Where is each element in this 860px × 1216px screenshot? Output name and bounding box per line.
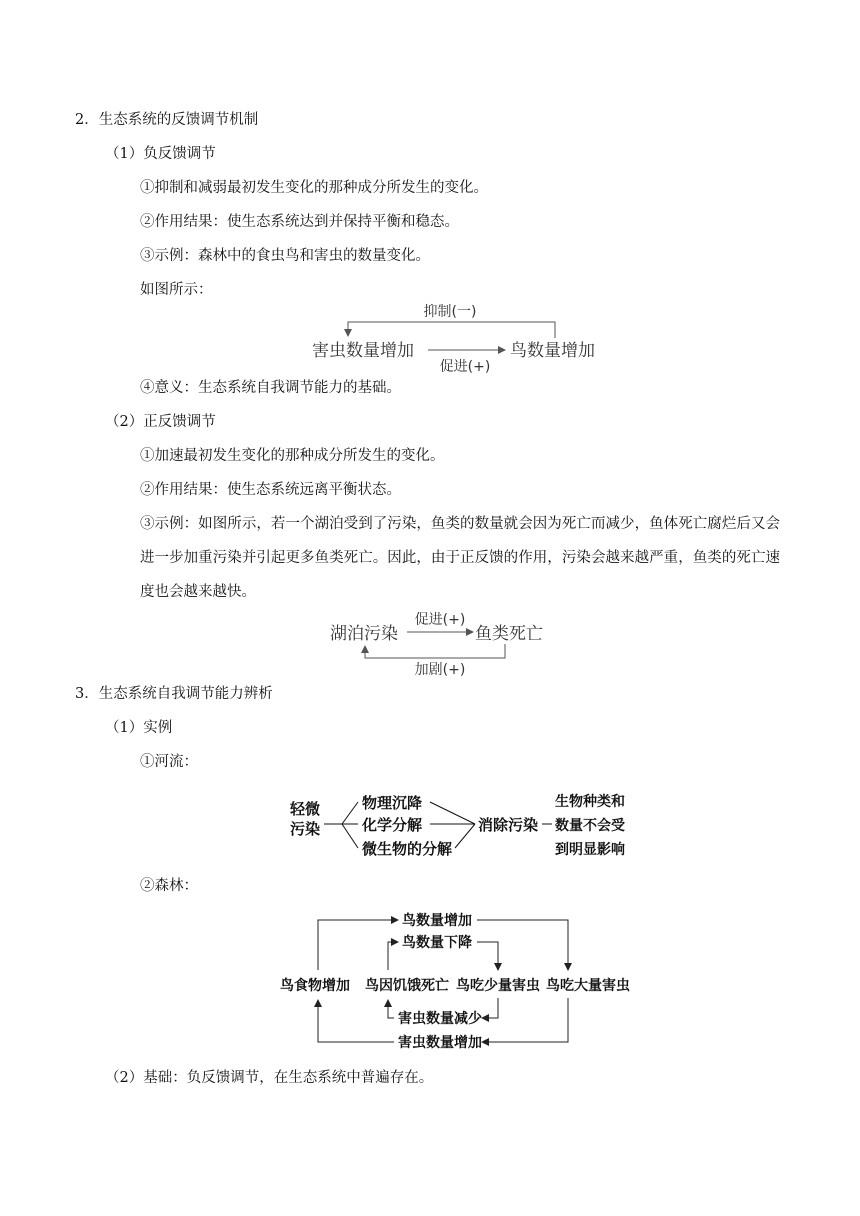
river-result-line2: 数量不会受 (555, 818, 625, 834)
forest-node-2: 鸟因饥饿死亡 (365, 978, 449, 994)
forest-diagram (280, 906, 640, 1052)
neg-left-node: 害虫数量增加 (312, 341, 414, 361)
negative-feedback-item-4: ④意义：生态系统自我调节能力的基础。 (140, 380, 401, 396)
positive-feedback-item-2: ②作用结果：使生态系统远离平衡状态。 (140, 482, 401, 498)
negative-feedback-heading: （1）负反馈调节 (105, 146, 216, 162)
negative-feedback-diagram (300, 298, 620, 378)
positive-feedback-heading: （2）正反馈调节 (105, 414, 216, 430)
forest-node-1: 鸟食物增加 (280, 978, 350, 994)
basis-line: （2）基础：负反馈调节，在生态系统中普遍存在。 (105, 1070, 434, 1086)
pos-right-node: 鱼类死亡 (475, 624, 543, 644)
forest-top: 鸟数量增加 (402, 913, 472, 929)
positive-feedback-item-3: ③示例：如图所示，若一个湖泊受到了污染，鱼类的数量就会因为死亡而减少，鱼体死亡腐烂后又会进一步加重污染并引起更多鱼类死亡。因此，由于正反馈的作用，污染会越来越严重，鱼类的死亡速度也会越来越快。 (140, 516, 780, 600)
pos-top-label: 促进(+) (414, 612, 466, 628)
neg-bottom-label: 促进(+) (439, 359, 491, 375)
neg-right-node: 鸟数量增加 (510, 341, 595, 361)
negative-feedback-item-3: ③示例：森林中的食虫鸟和害虫的数量变化。 (140, 248, 430, 264)
river-source-line1: 轻微 (290, 800, 321, 818)
neg-top-label: 抑制(一) (423, 304, 477, 320)
section-2-heading: 2．生态系统的反馈调节机制 (75, 112, 259, 128)
section-3-heading: 3．生态系统自我调节能力辨析 (75, 686, 273, 702)
river-result-line1: 生物种类和 (555, 794, 625, 810)
forest-second: 鸟数量下降 (402, 935, 472, 951)
negative-feedback-item-2: ②作用结果：使生态系统达到并保持平衡和稳态。 (140, 214, 459, 230)
positive-feedback-diagram (325, 606, 565, 680)
pos-bottom-label: 加剧(+) (414, 662, 466, 678)
river-diagram (280, 784, 650, 864)
river-middle: 消除污染 (478, 816, 539, 834)
forest-label: ②森林： (140, 878, 198, 894)
river-method-3: 微生物的分解 (362, 840, 453, 858)
figure-intro: 如图所示： (140, 282, 213, 298)
river-method-1: 物理沉降 (362, 794, 423, 812)
forest-lower: 害虫数量减少 (398, 1011, 482, 1027)
negative-feedback-item-1: ①抑制和减弱最初发生变化的那种成分所发生的变化。 (140, 180, 488, 196)
forest-node-4: 鸟吃大量害虫 (546, 978, 630, 994)
examples-heading: （1）实例 (105, 720, 173, 736)
river-source-line2: 污染 (290, 820, 321, 838)
pos-left-node: 湖泊污染 (330, 624, 398, 644)
positive-feedback-item-1: ①加速最初发生变化的那种成分所发生的变化。 (140, 448, 445, 464)
river-result-line3: 到明显影响 (555, 842, 625, 858)
forest-node-3: 鸟吃少量害虫 (456, 978, 540, 994)
river-method-2: 化学分解 (362, 816, 423, 834)
river-label: ①河流： (140, 754, 198, 770)
forest-bottom: 害虫数量增加 (398, 1035, 482, 1051)
